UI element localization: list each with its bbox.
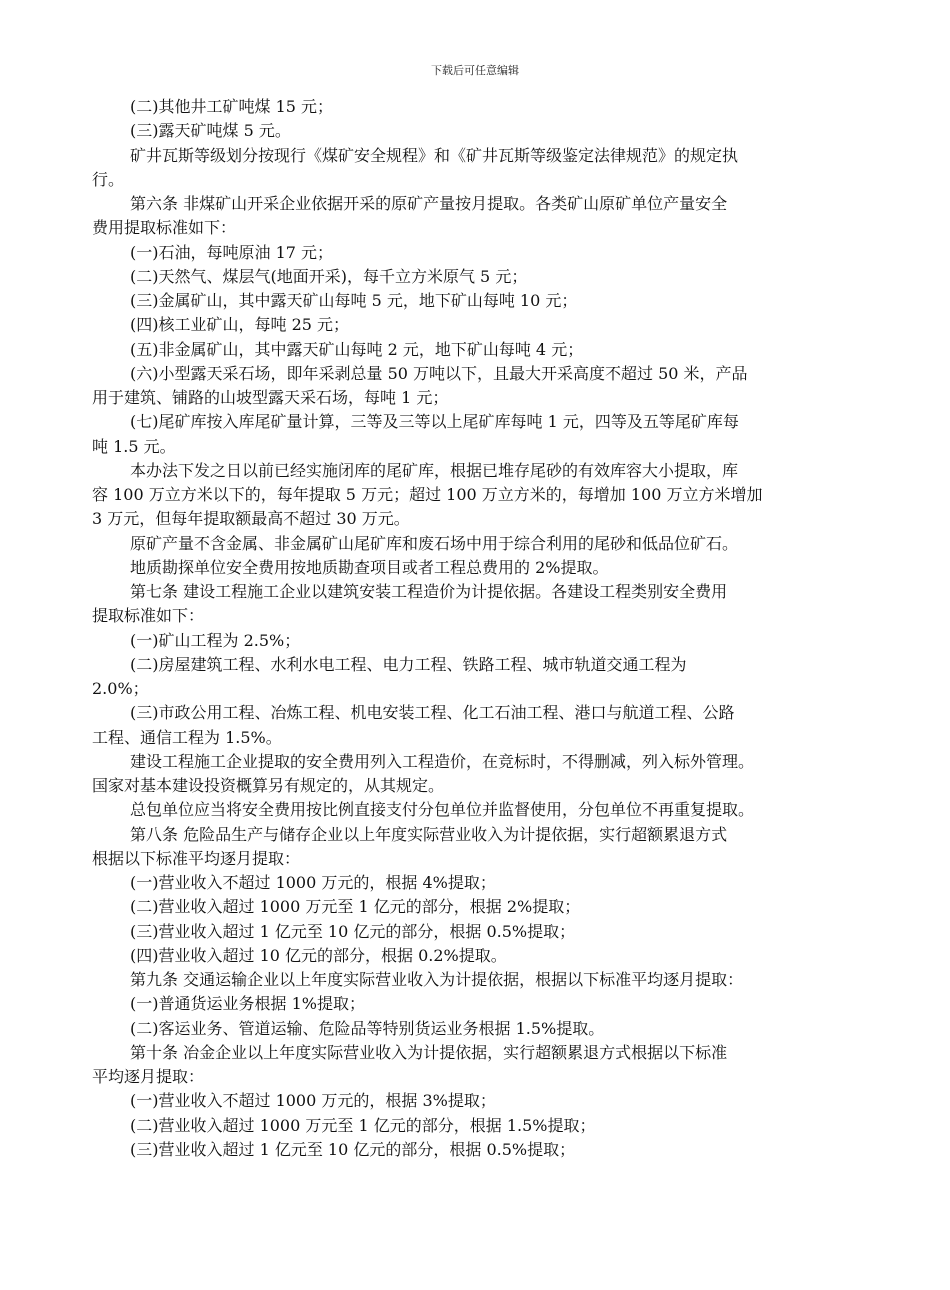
text-line: 国家对基本建设投资概算另有规定的，从其规定。	[92, 776, 445, 795]
text-line: (三)营业收入超过 1 亿元至 10 亿元的部分，根据 0.5%提取；	[130, 921, 576, 941]
text-line: 地质勘探单位安全费用按地质勘查项目或者工程总费用的 2%提取。	[130, 557, 609, 577]
text-line: (一)普通货运业务根据 1%提取；	[130, 994, 365, 1014]
text-line: 第十条 冶金企业以上年度实际营业收入为计提依据，实行超额累退方式根据以下标准	[130, 1042, 728, 1062]
text-line: (三)营业收入超过 1 亿元至 10 亿元的部分，根据 0.5%提取；	[130, 1139, 576, 1159]
text-line: 3 万元，但每年提取额最高不超过 30 万元。	[92, 509, 410, 529]
text-line: (二)营业收入超过 1000 万元至 1 亿元的部分，根据 2%提取；	[130, 897, 581, 917]
text-line: (三)市政公用工程、冶炼工程、机电安装工程、化工石油工程、港口与航道工程、公路	[130, 703, 735, 723]
text-line: 本办法下发之日以前已经实施闭库的尾矿库，根据已堆存尾砂的有效库容大小提取，库	[130, 460, 739, 480]
text-line: (七)尾矿库按入库尾矿量计算，三等及三等以上尾矿库每吨 1 元，四等及五等尾矿库每	[130, 412, 739, 432]
text-line: (二)其他井工矿吨煤 15 元；	[130, 97, 334, 116]
text-line: 行。	[92, 169, 125, 189]
text-line: 用于建筑、铺路的山坡型露天采石场，每吨 1 元；	[92, 388, 449, 407]
text-line: 费用提取标准如下：	[92, 218, 237, 238]
text-line: 第九条 交通运输企业以上年度实际营业收入为计提依据，根据以下标准平均逐月提取：	[130, 970, 744, 989]
text-line: (一)矿山工程为 2.5%；	[130, 630, 301, 650]
text-line: 第七条 建设工程施工企业以建筑安装工程造价为计提依据。各建设工程类别安全费用	[130, 582, 728, 601]
text-line: (二)房屋建筑工程、水利水电工程、电力工程、铁路工程、城市轨道交通工程为	[130, 654, 687, 674]
text-line: 平均逐月提取：	[92, 1067, 205, 1086]
text-line: 原矿产量不含金属、非金属矿山尾矿库和废石场中用于综合利用的尾砂和低品位矿石。	[130, 533, 739, 553]
page-header: 下载后可任意编辑	[431, 64, 519, 77]
text-line: 容 100 万立方米以下的，每年提取 5 万元；超过 100 万立方米的，每增加 100 万立方米增加	[92, 485, 763, 504]
text-line: (二)客运业务、管道运输、危险品等特别货运业务根据 1.5%提取。	[130, 1018, 605, 1038]
text-line: (三)露天矿吨煤 5 元。	[130, 121, 291, 141]
text-line: 吨 1.5 元。	[92, 436, 176, 456]
text-line: (一)营业收入不超过 1000 万元的，根据 4%提取；	[130, 873, 496, 892]
text-line: (一)石油，每吨原油 17 元；	[130, 242, 334, 262]
text-line: 提取标准如下：	[92, 606, 205, 626]
text-line: 总包单位应当将安全费用按比例直接支付分包单位并监督使用，分包单位不再重复提取。	[130, 800, 755, 820]
text-line: 第六条 非煤矿山开采企业依据开采的原矿产量按月提取。各类矿山原矿单位产量安全	[130, 194, 728, 213]
text-line: (一)营业收入不超过 1000 万元的，根据 3%提取；	[130, 1091, 496, 1111]
text-line: 根据以下标准平均逐月提取：	[92, 848, 301, 868]
document-body	[92, 95, 862, 1162]
text-line: 矿井瓦斯等级划分按现行《煤矿安全规程》和《矿井瓦斯等级鉴定法律规范》的规定执	[130, 145, 739, 165]
text-line: (六)小型露天采石场，即年采剥总量 50 万吨以下，且最大开采高度不超过 50 米，产品	[130, 363, 748, 383]
text-line: (二)营业收入超过 1000 万元至 1 亿元的部分，根据 1.5%提取；	[130, 1115, 596, 1135]
text-line: 第八条 危险品生产与储存企业以上年度实际营业收入为计提依据，实行超额累退方式	[130, 824, 728, 844]
text-line: (三)金属矿山，其中露天矿山每吨 5 元，地下矿山每吨 10 元；	[130, 291, 578, 310]
text-line: 建设工程施工企业提取的安全费用列入工程造价，在竞标时，不得删减，列入标外管理。	[130, 751, 755, 771]
text-line: (四)营业收入超过 10 亿元的部分，根据 0.2%提取。	[130, 945, 507, 965]
text-line: (五)非金属矿山，其中露天矿山每吨 2 元，地下矿山每吨 4 元；	[130, 339, 584, 359]
text-line: (四)核工业矿山，每吨 25 元；	[130, 315, 350, 335]
text-line: (二)天然气、煤层气(地面开采)，每千立方米原气 5 元；	[130, 266, 528, 286]
text-line: 2.0%；	[92, 679, 149, 698]
text-line: 工程、通信工程为 1.5%。	[92, 727, 282, 747]
